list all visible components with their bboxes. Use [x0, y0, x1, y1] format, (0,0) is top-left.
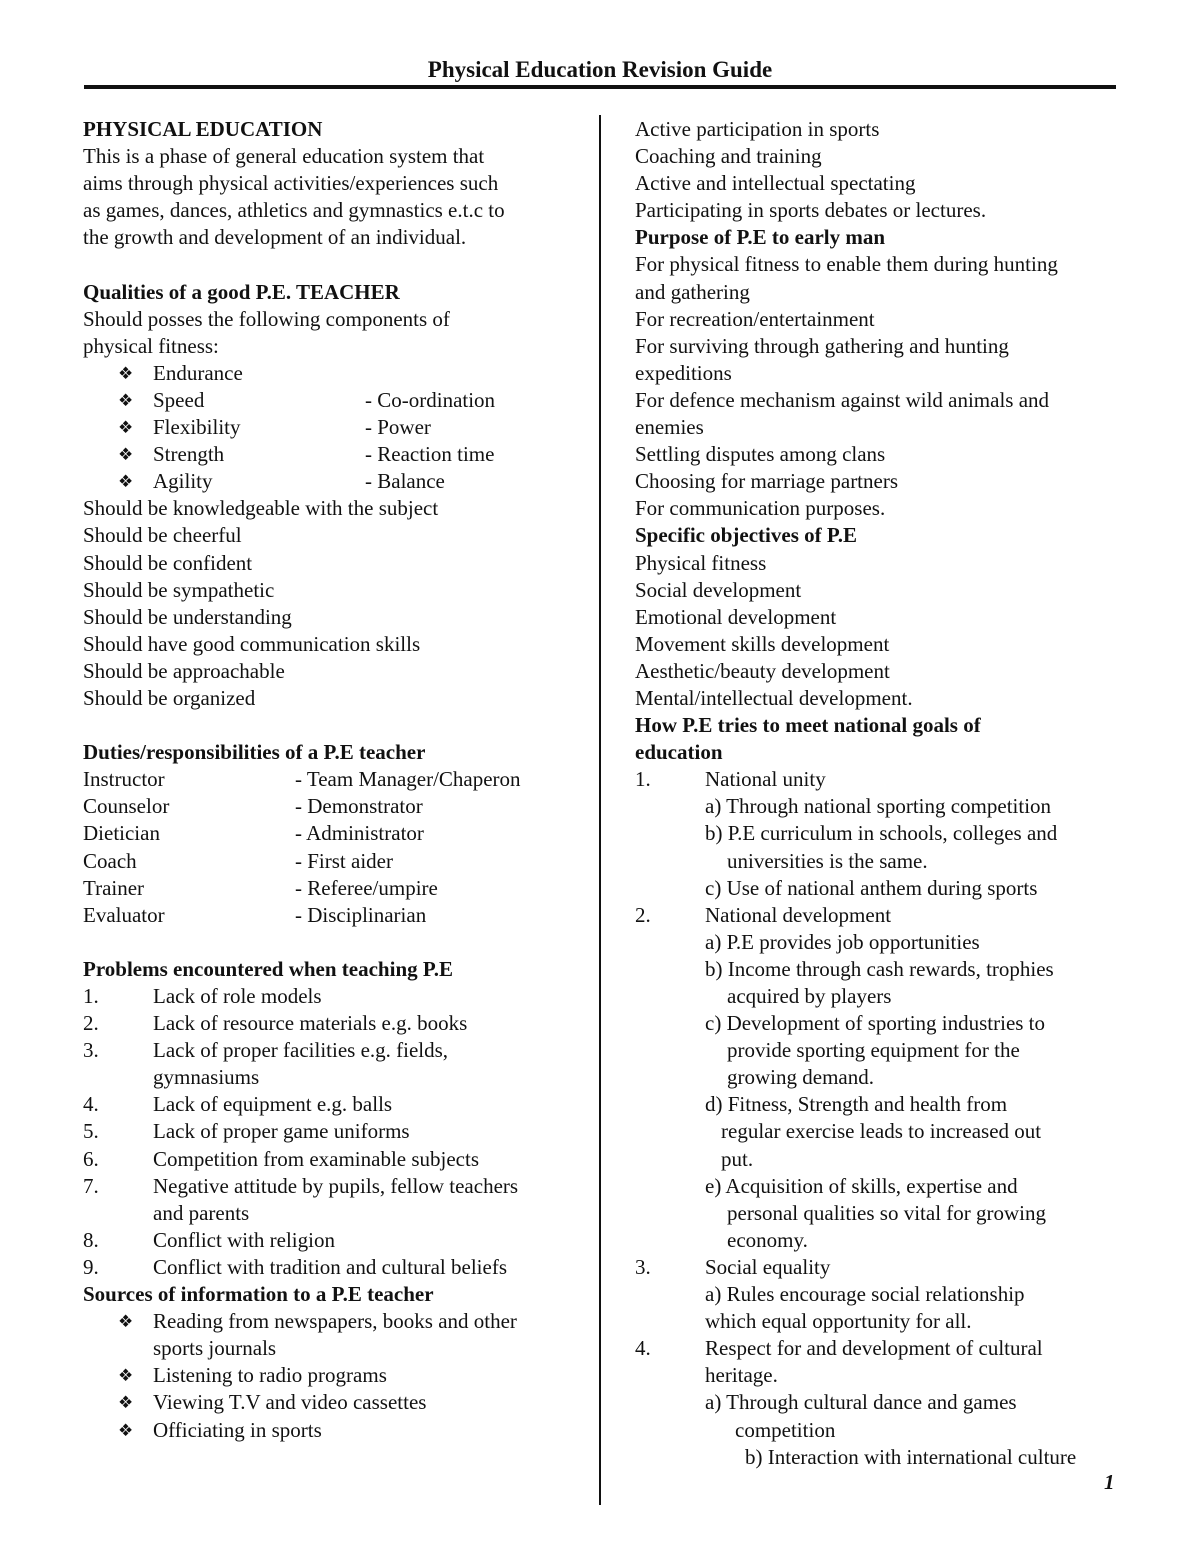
quality-item: Should be confident — [83, 550, 253, 575]
duty-role: - Team Manager/Chaperon — [295, 767, 521, 792]
problem-text: Lack of proper facilities e.g. fields, — [153, 1038, 449, 1063]
problem-text-cont: and parents — [153, 1200, 250, 1225]
header-rule — [84, 85, 1116, 89]
problem-text: Negative attitude by pupils, fellow teachers — [153, 1173, 519, 1198]
fitness-item — [83, 441, 583, 468]
goal-subitem: d) Fitness, Strength and health from — [705, 1092, 1008, 1117]
goal-subitem: economy. — [727, 1227, 808, 1252]
objective-item: Mental/intellectual development. — [635, 685, 913, 710]
item-number: 1. — [635, 767, 651, 792]
activity-item: Active participation in sports — [635, 117, 880, 141]
duty-row — [83, 875, 583, 902]
source-item — [83, 1362, 583, 1389]
bullet-icon: ❖ — [118, 472, 134, 492]
goal-subitem: personal qualities so vital for growing — [727, 1200, 1047, 1225]
page-number: 1 — [1104, 1470, 1115, 1494]
goal-subitem: a) Through national sporting competition — [705, 794, 1052, 819]
item-number: 5. — [83, 1119, 99, 1144]
right-column — [635, 116, 1125, 1471]
column-divider — [599, 115, 601, 1505]
problem-text: Lack of equipment e.g. balls — [153, 1092, 393, 1117]
source-item — [83, 1308, 583, 1335]
purpose-item: enemies — [635, 415, 704, 440]
goal-subitem: a) Through cultural dance and games — [705, 1390, 1017, 1415]
problem-text: Lack of resource materials e.g. books — [153, 1011, 468, 1036]
goal-subitem: put. — [721, 1146, 754, 1171]
bullet-icon: ❖ — [118, 390, 134, 410]
objective-item: Emotional development — [635, 604, 837, 629]
quality-item: Should be approachable — [83, 658, 285, 683]
intro-line: aims through physical activities/experiences such — [83, 171, 499, 196]
left-column — [83, 116, 583, 1444]
section-title-objectives: Specific objectives of P.E — [635, 523, 858, 548]
goal-subitem: which equal opportunity for all. — [705, 1309, 972, 1334]
problem-text: Conflict with religion — [153, 1227, 335, 1252]
fitness-component: - Balance — [365, 469, 445, 494]
objectives-list — [635, 550, 1125, 713]
quality-item: Should have good communication skills — [83, 631, 421, 656]
quality-item: Should be organized — [83, 685, 256, 710]
problem-item — [83, 1254, 583, 1281]
fitness-components-list — [83, 360, 583, 495]
fitness-item — [83, 468, 583, 495]
duty-row — [83, 766, 583, 793]
goal-item — [635, 1335, 1125, 1362]
duty-role: Dietician — [83, 821, 160, 846]
objective-item: Physical fitness — [635, 550, 767, 575]
objective-item: Social development — [635, 577, 802, 602]
section-title-problems: Problems encountered when teaching P.E — [83, 956, 454, 981]
goal-subitem: c) Development of sporting industries to — [705, 1011, 1046, 1036]
item-number: 2. — [635, 902, 651, 927]
duty-row — [83, 848, 583, 875]
bullet-icon: ❖ — [118, 1393, 134, 1413]
problem-item — [83, 1010, 583, 1037]
objective-item: Aesthetic/beauty development — [635, 658, 890, 683]
source-text: Listening to radio programs — [153, 1363, 387, 1388]
activity-item: Coaching and training — [635, 144, 822, 169]
qualities-intro-line: physical fitness: — [83, 333, 219, 358]
goal-subitem: a) P.E provides job opportunities — [705, 929, 980, 954]
intro-line: This is a phase of general education system that — [83, 144, 485, 169]
qualities-list — [83, 495, 583, 712]
quality-item: Should be understanding — [83, 604, 292, 629]
goal-subitem: heritage. — [705, 1363, 778, 1388]
objective-item: Movement skills development — [635, 631, 890, 656]
section-title-goals: How P.E tries to meet national goals of — [635, 713, 981, 738]
goal-subitem: c) Use of national anthem during sports — [705, 875, 1038, 900]
goal-text: Social equality — [705, 1254, 831, 1279]
fitness-component: Strength — [153, 442, 225, 467]
fitness-component: Speed — [153, 387, 205, 412]
source-text-cont: sports journals — [153, 1336, 277, 1361]
item-number: 4. — [83, 1092, 99, 1117]
goal-subitem: provide sporting equipment for the — [727, 1038, 1020, 1063]
bullet-icon: ❖ — [118, 1420, 134, 1440]
duty-role: - Referee/umpire — [295, 875, 438, 900]
section-title-duties: Duties/responsibilities of a P.E teacher — [83, 740, 426, 765]
section-title-purpose: Purpose of P.E to early man — [635, 225, 886, 250]
duty-row — [83, 902, 583, 929]
qualities-intro-line: Should posses the following components of — [83, 306, 450, 331]
duty-role: - Disciplinarian — [295, 902, 427, 927]
goal-subitem: b) Interaction with international culture — [745, 1444, 1077, 1469]
goal-subitem: b) Income through cash rewards, trophies — [705, 956, 1054, 981]
goal-subitem: e) Acquisition of skills, expertise and — [705, 1173, 1018, 1198]
problem-item — [83, 1227, 583, 1254]
goal-subitem: acquired by players — [727, 984, 892, 1008]
goal-subitem: growing demand. — [727, 1065, 874, 1090]
source-text: Reading from newspapers, books and other — [153, 1309, 517, 1334]
goal-subitem: universities is the same. — [727, 848, 928, 873]
duty-role: Instructor — [83, 767, 165, 792]
page-header: Physical Education Revision Guide — [427, 57, 773, 82]
goal-subitem: regular exercise leads to increased out — [721, 1119, 1042, 1144]
fitness-item — [83, 387, 583, 414]
opening-list — [635, 116, 1125, 224]
item-number: 3. — [635, 1254, 651, 1279]
problem-text: Lack of role models — [153, 984, 322, 1008]
fitness-component: Agility — [153, 469, 213, 494]
bullet-icon: ❖ — [118, 1312, 134, 1332]
duties-list — [83, 766, 583, 929]
problem-text-cont: gymnasiums — [153, 1065, 260, 1090]
item-number: 6. — [83, 1146, 99, 1171]
duty-role: - First aider — [295, 848, 393, 873]
duty-row — [83, 793, 583, 820]
goal-subitem: competition — [735, 1417, 836, 1442]
problem-text: Competition from examinable subjects — [153, 1146, 480, 1171]
item-number: 2. — [83, 1011, 99, 1036]
quality-item: Should be knowledgeable with the subject — [83, 496, 439, 521]
problem-item — [83, 1146, 583, 1173]
problem-item — [83, 1173, 583, 1200]
problem-item — [83, 983, 583, 1010]
fitness-component: Endurance — [153, 360, 243, 385]
duty-role: Evaluator — [83, 902, 165, 927]
bullet-icon: ❖ — [118, 445, 134, 465]
problem-text: Lack of proper game uniforms — [153, 1119, 410, 1144]
purpose-item: expeditions — [635, 360, 732, 385]
problem-item — [83, 1118, 583, 1145]
goal-text: National unity — [705, 767, 826, 792]
purpose-item: For surviving through gathering and hunting — [635, 333, 1009, 358]
purpose-item: For recreation/entertainment — [635, 306, 875, 331]
activity-item: Active and intellectual spectating — [635, 171, 916, 196]
purpose-item: For communication purposes. — [635, 496, 886, 521]
goal-item — [635, 766, 1125, 793]
purpose-list — [635, 251, 1125, 522]
duty-role: Counselor — [83, 794, 170, 819]
purpose-item: For physical fitness to enable them during hunting — [635, 252, 1058, 277]
problem-item — [83, 1091, 583, 1118]
section-title-goals-cont: education — [635, 740, 723, 765]
sources-list — [83, 1308, 583, 1443]
fitness-component: Flexibility — [153, 415, 241, 440]
item-number: 7. — [83, 1173, 99, 1198]
source-item — [83, 1389, 583, 1416]
fitness-item — [83, 414, 583, 441]
bullet-icon: ❖ — [118, 1366, 134, 1386]
duty-role: - Demonstrator — [295, 794, 423, 819]
item-number: 3. — [83, 1038, 99, 1063]
problems-list — [83, 983, 583, 1281]
purpose-item: For defence mechanism against wild animals and — [635, 387, 1050, 412]
intro-paragraph — [83, 143, 583, 251]
section-title-physical-education: PHYSICAL EDUCATION — [83, 117, 323, 141]
purpose-item: and gathering — [635, 279, 750, 304]
bullet-icon: ❖ — [118, 363, 134, 383]
qualities-intro — [83, 306, 583, 360]
duty-row — [83, 820, 583, 847]
source-item — [83, 1417, 583, 1444]
item-number: 8. — [83, 1227, 99, 1252]
goal-item — [635, 902, 1125, 929]
fitness-component: - Power — [365, 415, 431, 440]
problem-item — [83, 1037, 583, 1064]
source-text: Viewing T.V and video cassettes — [153, 1390, 427, 1415]
quality-item: Should be cheerful — [83, 523, 242, 548]
source-text: Officiating in sports — [153, 1417, 322, 1442]
goals-list — [635, 766, 1125, 1470]
goal-item — [635, 1254, 1125, 1281]
duty-role: Trainer — [83, 875, 145, 900]
duty-role: Coach — [83, 848, 137, 873]
intro-line: as games, dances, athletics and gymnastics e.t.c to — [83, 198, 505, 223]
duty-role: - Administrator — [295, 821, 424, 846]
activity-item: Participating in sports debates or lectures. — [635, 198, 987, 223]
item-number: 4. — [635, 1336, 651, 1361]
item-number: 9. — [83, 1254, 99, 1279]
purpose-item: Settling disputes among clans — [635, 442, 886, 467]
goal-subitem: b) P.E curriculum in schools, colleges and — [705, 821, 1058, 846]
fitness-item — [83, 360, 583, 387]
purpose-item: Choosing for marriage partners — [635, 469, 899, 494]
fitness-component: - Co-ordination — [365, 387, 496, 412]
goal-text: Respect for and development of cultural — [705, 1336, 1043, 1361]
problem-text: Conflict with tradition and cultural beliefs — [153, 1254, 507, 1279]
item-number: 1. — [83, 984, 99, 1008]
section-title-qualities: Qualities of a good P.E. TEACHER — [83, 279, 400, 304]
intro-line: the growth and development of an individual. — [83, 225, 467, 250]
fitness-component: - Reaction time — [365, 442, 495, 467]
quality-item: Should be sympathetic — [83, 577, 275, 602]
bullet-icon: ❖ — [118, 418, 134, 438]
goal-text: National development — [705, 902, 892, 927]
section-title-sources: Sources of information to a P.E teacher — [83, 1282, 434, 1307]
goal-subitem: a) Rules encourage social relationship — [705, 1282, 1025, 1307]
